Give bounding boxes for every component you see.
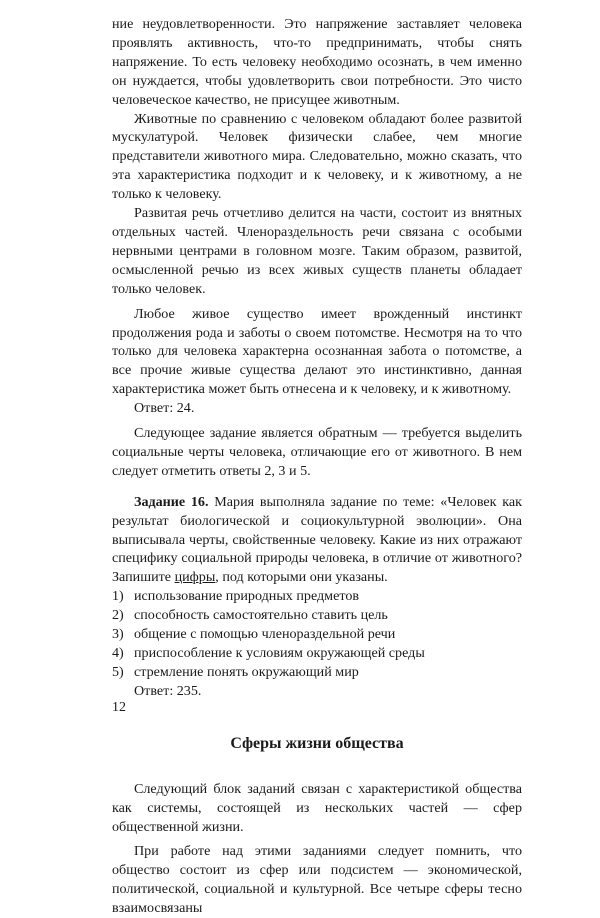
option-text: способность самостоятельно ставить цель xyxy=(134,607,388,624)
option-text: использование природных предметов xyxy=(134,588,360,605)
option-text: приспособление к условиям окружающей среды xyxy=(134,645,425,661)
option-text: общение с помощью членораздельной речи xyxy=(134,626,396,643)
option-4 xyxy=(112,644,522,663)
paragraph-4: Любое живое существо имеет врожденный инстинкт продолжения рода и заботы о своем потомстве. Несмотря на то что только для человека характерна осознанная забота о потомстве, а все прочие живые существа делают это инстинктивно, данная характеристика может быть отнесена и к человеку, и к животному. xyxy=(112,305,522,398)
paragraph-3: Развитая речь отчетливо делится на части, состоит из внятных отдельных частей. Членораздельность речи связана с особыми нервными центрами в головном мозге. Таким образом, развитой, осмысленной речью из всех живых существ планеты обладает только человек. xyxy=(112,205,522,297)
task-text: Мария выполняла задание по теме: «Человек как результат биологической и социокультурной эволюции». Она выписывала черты, свойственные человеку. Какие из них отражают специфику социальной природы человека, в отличие от животного? Запишите xyxy=(112,493,522,586)
page-number: 12 xyxy=(112,700,126,715)
paragraph-1: ние неудовлетворенности. Это напряжение заставляет человека проявлять активность, что-то предпринимать, чтобы снять напряжение. То есть человеку необходимо осознать, в чем именно он нуждается, чтобы удовлетворить свои потребности. Это чисто человеческое качество, не присущее животным. xyxy=(112,16,522,108)
page-content xyxy=(112,15,522,918)
option-number: 5) xyxy=(112,663,124,680)
option-number: 3) xyxy=(112,626,124,643)
option-number: 2) xyxy=(112,607,124,624)
section-title: Сферы жизни общества xyxy=(230,734,404,752)
paragraph-5: Следующее задание является обратным — требуется выделить социальные черты человека, отличающие его от животного. В нем следует отметить ответы 2, 3 и 5. xyxy=(112,425,522,479)
answer-235: Ответ: 235. xyxy=(134,682,202,699)
paragraph-2: Животные по сравнению с человеком обладают более развитой мускулатурой. Человек физически слабее, чем многие представители животного мира. Следовательно, можно сказать, что эта характеристика подходит и к человеку, и к животному, а не только к человеку. xyxy=(112,110,522,203)
section-paragraph-1: Следующий блок заданий связан с характеристикой общества как системы, состоящей из нескольких частей — сфер общественной жизни. xyxy=(112,780,522,835)
task-underlined-word: цифры xyxy=(174,569,216,586)
option-5 xyxy=(112,663,522,682)
option-1 xyxy=(112,587,522,606)
option-2 xyxy=(112,606,522,625)
task-16 xyxy=(112,493,522,588)
section-paragraph-2: При работе над этими заданиями следует помнить, что общество состоит из сфер или подсистем — экономической, политической, социальной и культурной. Все четыре сферы тесно взаимосвязаны xyxy=(112,843,522,917)
answer-24: Ответ: 24. xyxy=(134,400,195,417)
task-text-end: , под которыми они указаны. xyxy=(215,569,388,586)
option-text: стремление понять окружающий мир xyxy=(134,663,359,680)
task-label: Задание 16. xyxy=(134,493,209,510)
task-options xyxy=(112,587,522,682)
option-3 xyxy=(112,625,522,644)
option-number: 1) xyxy=(112,588,124,605)
option-number: 4) xyxy=(112,645,124,661)
